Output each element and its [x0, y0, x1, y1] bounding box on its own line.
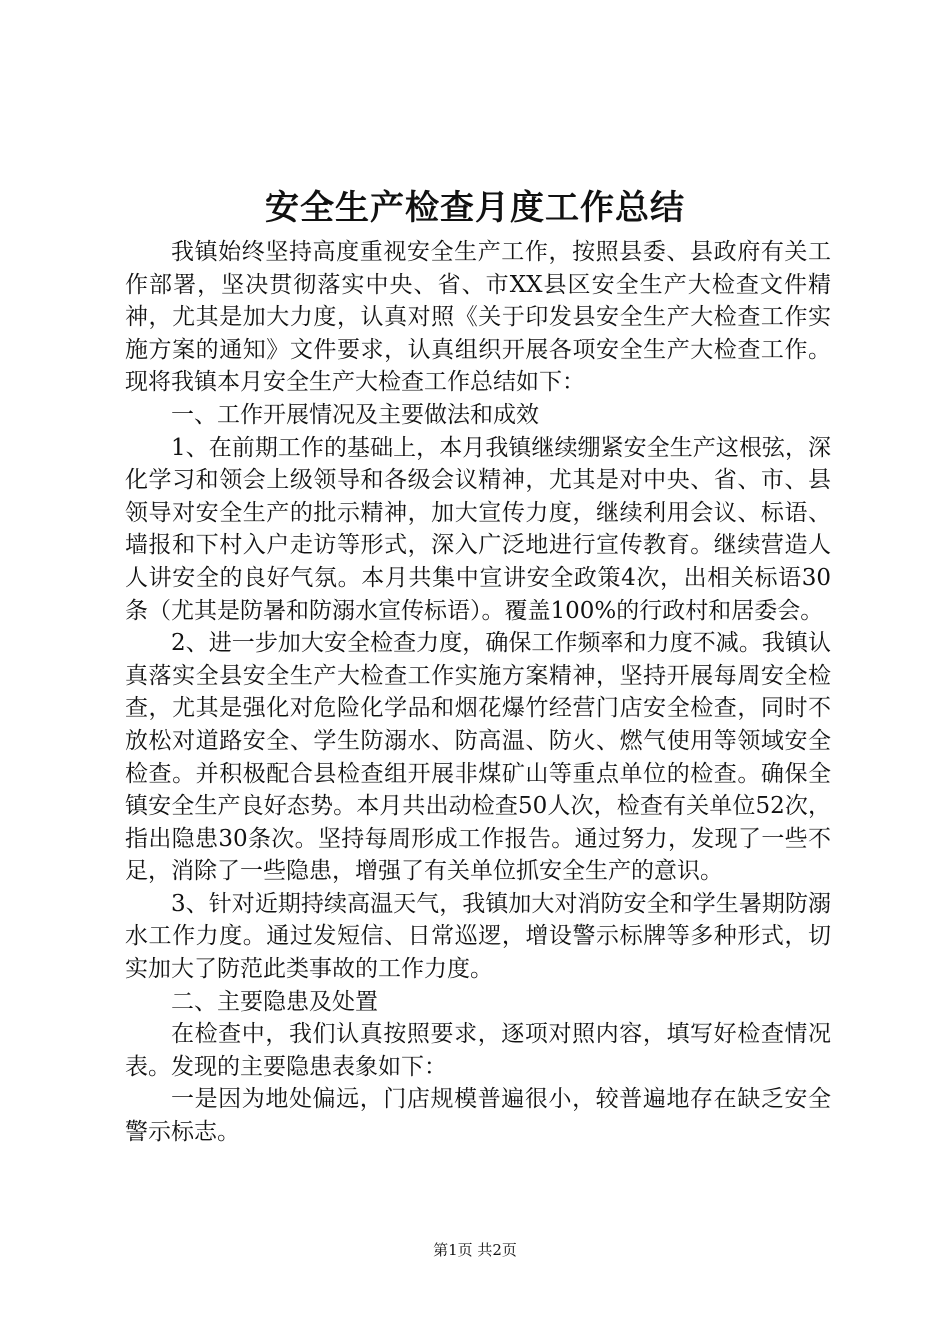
paragraph-item-2: 2、进一步加大安全检查力度，确保工作频率和力度不减。我镇认真落实全县安全生产大检查工作实施方案精神，坚持开展每周安全检查，尤其是强化对危险化学品和烟花爆竹经营门店安全检查，同时不放松对道路安全、学生防溺水、防高温、防火、燃气使用等领域安全检查。并积极配合县检查组开展非煤矿山等重点单位的检查。确保全镇安全生产良好态势。本月共出动检查50人次，检查有关单位52次，指出隐患30条次。坚持每周形成工作报告。通过努力，发现了一些不足，消除了一些隐患，增强了有关单位抓安全生产的意识。	[125, 630, 831, 885]
document-body	[125, 236, 831, 1149]
document-title: 安全生产检查月度工作总结	[265, 188, 685, 228]
section-heading-2: 二、主要隐患及处置	[171, 988, 378, 1015]
section-heading-1: 一、工作开展情况及主要做法和成效	[171, 401, 539, 428]
paragraph-item-3: 3、针对近期持续高温天气，我镇加大对消防安全和学生暑期防溺水工作力度。通过发短信、日常巡逻，增设警示标牌等多种形式，切实加大了防范此类事故的工作力度。	[125, 890, 831, 983]
paragraph-hazard-1: 一是因为地处偏远，门店规模普遍很小，较普遍地存在缺乏安全警示标志。	[125, 1086, 831, 1146]
intro-paragraph: 我镇始终坚持高度重视安全生产工作，按照县委、县政府有关工作部署，坚决贯彻落实中央、省、市XX县区安全生产大检查文件精神，尤其是加大力度，认真对照《关于印发县安全生产大检查工作实施方案的通知》文件要求，认真组织开展各项安全生产大检查工作。现将我镇本月安全生产大检查工作总结如下：	[125, 239, 831, 396]
page-number-footer: 第1页 共2页	[433, 1241, 517, 1259]
paragraph-inspection: 在检查中，我们认真按照要求，逐项对照内容，填写好检查情况表。发现的主要隐患表象如下：	[125, 1021, 831, 1080]
paragraph-item-1: 1、在前期工作的基础上，本月我镇继续绷紧安全生产这根弦，深化学习和领会上级领导和各级会议精神，尤其是对中央、省、市、县领导对安全生产的批示精神，加大宣传力度，继续利用会议、标语、墙报和下村入户走访等形式，深入广泛地进行宣传教育。继续营造人人讲安全的良好气氛。本月共集中宣讲安全政策4次，出相关标语30条（尤其是防暑和防溺水宣传标语）。覆盖100%的行政村和居委会。	[125, 434, 831, 624]
